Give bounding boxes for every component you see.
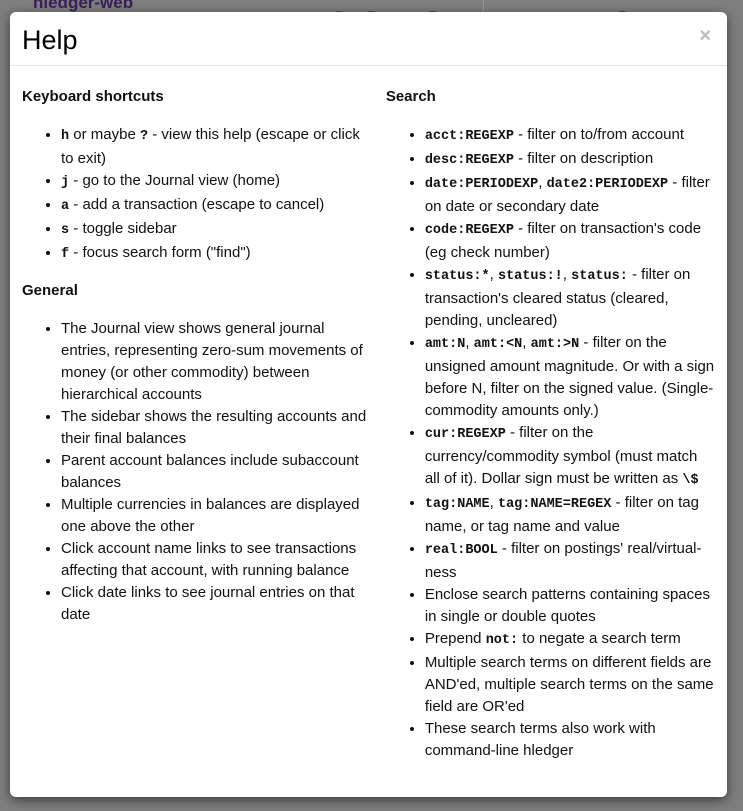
code-term: cur:REGEXP <box>424 427 506 442</box>
list-item <box>425 332 715 422</box>
help-column-right <box>386 72 715 772</box>
list-item <box>425 124 715 148</box>
list-item <box>61 582 376 626</box>
text-segment: - filter on the currency/commodity symbol (must match all of it). Dollar sign must be written as <box>424 424 698 487</box>
text-segment: to negate a search term <box>518 630 681 647</box>
list-item <box>425 652 715 718</box>
code-term: s <box>61 223 70 238</box>
text-segment: - filter on to/from account <box>513 126 685 143</box>
help-column-left <box>22 72 386 772</box>
modal-title: Help <box>22 25 78 55</box>
list-item <box>61 450 376 494</box>
text-segment: , <box>562 266 572 283</box>
list-item <box>425 628 715 652</box>
code-term: date:PERIODEXP <box>424 177 539 192</box>
text-segment: Multiple currencies in balances are displayed one above the other <box>61 496 360 535</box>
list-item <box>61 170 376 194</box>
list-item <box>61 124 376 170</box>
code-term: a <box>61 199 70 214</box>
list-item <box>61 494 376 538</box>
list-item <box>425 492 715 538</box>
code-term: status: <box>571 269 628 284</box>
list-item <box>425 422 715 492</box>
code-term: status:! <box>497 269 563 284</box>
text-segment: , <box>465 334 474 351</box>
list-item <box>425 718 715 762</box>
text-segment: The Journal view shows general journal entries, representing zero-sum movements of money (or other commodity) between hierarchical accounts <box>61 320 363 403</box>
modal-header <box>10 12 727 66</box>
text-segment: Multiple search terms on different fields are AND'ed, multiple search terms on the same field are OR'ed <box>424 654 714 715</box>
code-term: not: <box>485 633 519 648</box>
text-segment: - view this help (escape or click to exit) <box>61 126 360 167</box>
list-item <box>425 218 715 264</box>
text-segment: These search terms also work with command-line hledger <box>424 720 656 759</box>
code-term: tag:NAME <box>424 497 490 512</box>
code-term: h <box>61 129 70 144</box>
list-item <box>61 242 376 266</box>
text-segment: Click account name links to see transactions affecting that account, with running balance <box>61 540 357 579</box>
text-segment: - filter on the unsigned amount magnitude. Or with a sign before N, filter on the signed value. (Single-commodity amounts only.) <box>424 334 715 419</box>
text-segment: - focus search form ("find") <box>69 244 251 261</box>
list-item <box>61 194 376 218</box>
text-segment: , <box>522 334 531 351</box>
text-segment: Click date links to see journal entries on that date <box>61 584 355 623</box>
help-modal <box>10 12 727 797</box>
list-item <box>61 406 376 450</box>
text-segment: , <box>489 266 498 283</box>
code-term: f <box>61 247 70 262</box>
list-item <box>425 538 715 584</box>
text-segment: - filter on description <box>513 150 654 167</box>
list-item <box>425 148 715 172</box>
text-segment: Prepend <box>424 630 486 647</box>
text-segment: - filter on postings' real/virtual-ness <box>424 540 702 581</box>
text-segment: - go to the Journal view (home) <box>69 172 281 189</box>
list-item <box>61 538 376 582</box>
code-term: amt:>N <box>530 337 580 352</box>
modal-body <box>10 66 727 802</box>
list-item <box>425 172 715 218</box>
code-term: tag:NAME=REGEX <box>497 497 612 512</box>
text-segment: - filter on date or secondary date <box>424 174 710 215</box>
code-term: desc:REGEXP <box>424 153 514 168</box>
close-icon[interactable]: × <box>699 25 711 47</box>
code-term: real:BOOL <box>424 543 498 558</box>
list-item <box>61 318 376 406</box>
section-heading: Search <box>385 88 436 105</box>
code-term: code:REGEXP <box>424 223 514 238</box>
text-segment: Parent account balances include subaccount balances <box>61 452 359 491</box>
list-item <box>61 218 376 242</box>
code-term: amt:N <box>424 337 466 352</box>
text-segment: The sidebar shows the resulting accounts and their final balances <box>61 408 367 447</box>
section-heading: General <box>22 282 78 299</box>
backdrop-column-divider <box>483 0 484 11</box>
code-term: \$ <box>682 473 699 488</box>
code-term: date2:PERIODEXP <box>546 177 669 192</box>
code-term: status:* <box>424 269 490 284</box>
text-segment: or maybe <box>69 126 140 143</box>
code-term: ? <box>139 129 149 144</box>
text-segment: Enclose search patterns containing spaces in single or double quotes <box>424 586 710 625</box>
section-list <box>386 124 715 762</box>
code-term: j <box>61 175 70 190</box>
list-item <box>425 264 715 332</box>
code-term: acct:REGEXP <box>424 129 514 144</box>
text-segment: , <box>538 174 547 191</box>
text-segment: - add a transaction (escape to cancel) <box>69 196 325 213</box>
text-segment: - filter on tag name, or tag name and value <box>424 494 699 535</box>
section-list <box>22 124 376 266</box>
list-item <box>425 584 715 628</box>
code-term: amt:<N <box>473 337 523 352</box>
text-segment: - toggle sidebar <box>69 220 177 237</box>
text-segment: , <box>489 494 498 511</box>
section-list <box>22 318 376 626</box>
section-heading: Keyboard shortcuts <box>22 88 164 105</box>
text-segment: - filter on transaction's cleared status (cleared, pending, uncleared) <box>424 266 691 329</box>
text-segment: - filter on transaction's code (eg check number) <box>424 220 702 261</box>
